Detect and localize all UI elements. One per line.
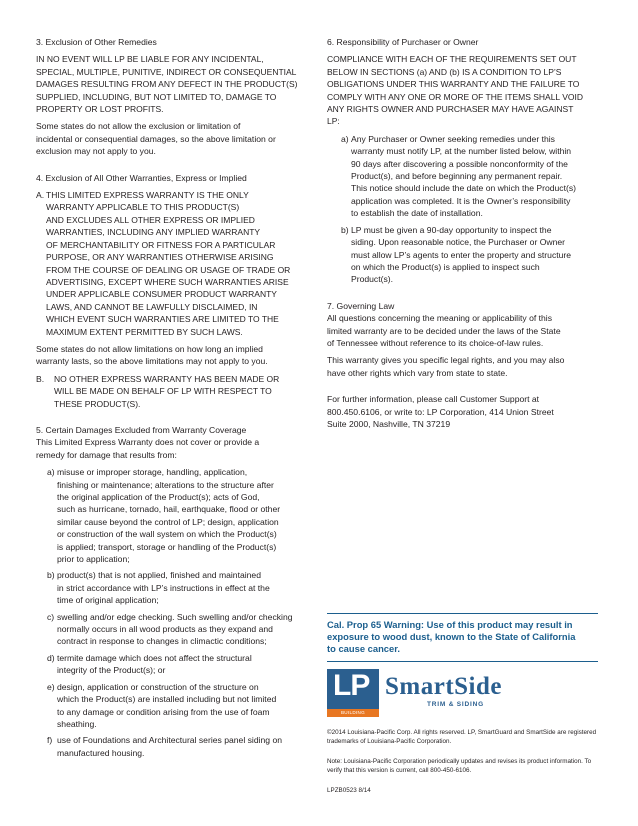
list-item [47, 466, 308, 565]
item-label: b) [47, 570, 55, 581]
text-line: FROM THE COURSE OF DEALING OR USAGE OF TRADE OR [46, 264, 291, 275]
text-line: OBLIGATIONS UNDER THIS WARRANTY AND THE FAILURE TO [327, 79, 580, 90]
section-6-list [327, 133, 602, 286]
text-line: SUPPLIED, INCLUDING, BUT NOT LIMITED TO, DAMAGE TO [36, 91, 277, 102]
section-5-heading: 5. Certain Damages Excluded from Warranty Coverage [36, 424, 247, 435]
section-5-intro [36, 436, 308, 461]
text-line: to any damage or condition arising from the use of foam [57, 706, 270, 717]
text-line: the original application of the Product(s); acts of God, [57, 492, 260, 502]
text-line: such as hurricane, tornado, hail, earthquake, flood or other [57, 504, 281, 515]
item-label: a) [341, 133, 349, 144]
text-line: This Limited Express Warranty does not cover or provide a [36, 437, 260, 448]
list-item [47, 681, 308, 731]
text-line: trademarks of Louisiana-Pacific Corporation. [327, 738, 452, 746]
section-3-heading: 3. Exclusion of Other Remedies [36, 37, 157, 47]
text-line: design, application or construction of the structure on [57, 681, 259, 692]
item-label: a) [47, 467, 55, 478]
text-line: THESE PRODUCT(S). [54, 398, 141, 409]
smartside-brand: SmartSide [385, 673, 502, 700]
text-line: prior to application; [57, 554, 130, 565]
text-line: AND EXCLUDES ALL OTHER EXPRESS OR IMPLIED [46, 214, 255, 225]
lp-logo-block [327, 669, 379, 709]
text-line: ANY RIGHTS OWNER AND PURCHASER MAY HAVE AGAINST [327, 104, 574, 115]
copyright-notice [327, 728, 602, 746]
text-line: Product(s), and before beginning any permanent repair. [351, 171, 563, 182]
text-line: COMPLY WITH ANY ONE OR MORE OF THE ITEMS SHALL VOID [327, 91, 583, 102]
right-column [327, 36, 602, 430]
list-item [341, 224, 602, 286]
text-line: misuse or improper storage, handling, application, [57, 467, 248, 478]
section-4-heading: 4. Exclusion of All Other Warranties, Express or Implied [36, 172, 247, 183]
text-line: LP must be given a 90-day opportunity to inspect the [351, 224, 552, 235]
text-line: WHICH EVENT SUCH WARRANTIES ARE LIMITED TO THE [46, 314, 279, 325]
lp-smartside-logo [327, 669, 598, 723]
item-label: d) [47, 652, 55, 663]
text-line: SPECIAL, MULTIPLE, PUNITIVE, INDIRECT OR CONSEQUENTIAL [36, 66, 297, 77]
text-line: or construction of the wall system on which the Product(s) [57, 529, 277, 540]
text-line: For further information, please call Customer Support at [327, 394, 540, 405]
text-line: similar cause beyond the control of LP; design, application [57, 516, 279, 527]
text-line: in strict accordance with LP’s instructions in effect at the [57, 582, 270, 593]
text-line: verify that this version is current, call 800-450-6106. [327, 767, 472, 775]
text-line: ADVERTISING, EXCEPT WHERE SUCH WARRANTIES ARISE [46, 276, 289, 287]
text-line: time of original application; [57, 595, 159, 606]
section-4-body [36, 343, 308, 368]
text-line: LP: [327, 116, 340, 127]
text-line: termite damage which does not affect the structural [57, 652, 252, 663]
lp-tagline-text: BUILDING PRODUCTS [338, 710, 368, 723]
section-6-heading: 6. Responsibility of Purchaser or Owner [327, 37, 479, 47]
text-line: use of Foundations and Architectural series panel siding on [57, 735, 283, 746]
warning-line: Cal. Prop 65 Warning: Use of this product may result in [327, 619, 573, 630]
section-7-body-2 [327, 354, 602, 379]
text-line: COMPLIANCE WITH EACH OF THE REQUIREMENTS SET OUT [327, 54, 577, 65]
text-line: WILL BE MADE ON BEHALF OF LP WITH RESPECT TO [54, 386, 272, 397]
item-label: f) [47, 735, 53, 746]
section-4-item-a [36, 189, 308, 338]
item-label: B. [36, 373, 45, 384]
text-line: contract in response to changes in climactic conditions; [57, 636, 267, 647]
text-line: Some states do not allow the exclusion or limitation of [36, 121, 241, 132]
text-line: Any Purchaser or Owner seeking remedies under this [351, 133, 555, 144]
text-line: on which the Product(s) is applied to inspect such [351, 261, 540, 272]
left-column [36, 36, 308, 759]
lp-logo-tagline [327, 709, 379, 723]
section-6-caps [327, 53, 602, 127]
text-line: product(s) that is not applied, finished and maintained [57, 570, 261, 581]
contact-info [327, 393, 602, 430]
lp-logo-text: LP [333, 669, 370, 702]
text-line: must allow LP’s agents to enter the property and structure [351, 249, 572, 260]
text-line: UNDER APPLICABLE CONSUMER PRODUCT WARRANTY [46, 289, 277, 300]
text-line: WARRANTY APPLICABLE TO THIS PRODUCT(S) [46, 202, 240, 213]
text-line: limited warranty are to be decided under the laws of the State [327, 325, 561, 336]
text-line: normally occurs in all wood products as they expand and [57, 624, 273, 635]
text-line: warranty must notify LP, at the number listed below, within [351, 146, 572, 157]
text-line: PROPERTY OR LOST PROFITS. [36, 104, 164, 115]
text-line: This warranty gives you specific legal rights, and you may also [327, 355, 565, 366]
list-item [341, 133, 602, 220]
text-line: NO OTHER EXPRESS WARRANTY HAS BEEN MADE OR [54, 373, 280, 384]
text-line: IN NO EVENT WILL LP BE LIABLE FOR ANY INCIDENTAL, [36, 54, 264, 65]
text-line: Product(s). [351, 274, 394, 285]
warning-line: exposure to wood dust, known to the State of California [327, 631, 576, 642]
text-line: This notice should include the date on which the Product(s) [351, 183, 576, 194]
text-line: OF MERCHANTABILITY OR FITNESS FOR A PARTICULAR [46, 239, 276, 250]
text-line: MAXIMUM EXTENT PERMITTED BY SUCH LAWS. [46, 326, 243, 337]
text-line: manufactured housing. [57, 747, 145, 758]
text-line: LAWS, AND CANNOT BE LAWFULLY DISCLAIMED, IN [46, 301, 258, 312]
text-line: to establish the date of installation. [351, 208, 483, 219]
text-line: Some states do not allow limitations on how long an implied [36, 343, 263, 354]
list-item [47, 734, 308, 759]
text-line: 90 days after discovering a possible nonconformity of the [351, 158, 568, 169]
item-label: e) [47, 681, 55, 692]
item-label: b) [341, 224, 349, 235]
text-line: PURPOSE, OR ANY WARRANTIES OTHERWISE ARISING [46, 252, 274, 263]
text-line: Note: Louisiana-Pacific Corporation periodically updates and revises its product information. To [327, 758, 592, 765]
text-line: siding. Upon reasonable notice, the Purchaser or Owner [351, 237, 566, 248]
text-line: swelling and/or edge checking. Such swelling and/or checking [57, 611, 293, 622]
section-4-item-b [36, 373, 308, 410]
warning-line: to cause cancer. [327, 643, 400, 654]
text-line: THIS LIMITED EXPRESS WARRANTY IS THE ONLY [46, 190, 249, 201]
section-3-body [36, 120, 308, 157]
text-line: All questions concerning the meaning or applicability of this [327, 313, 552, 324]
text-line: exclusion may not apply to you. [36, 146, 156, 157]
text-line: of Tennessee without reference to its choice-of-law rules. [327, 337, 544, 348]
text-line: have other rights which vary from state to state. [327, 367, 508, 378]
section-7-heading: 7. Governing Law [327, 300, 395, 311]
section-5-list [36, 466, 308, 759]
text-line: WARRANTIES, INCLUDING ANY IMPLIED WARRANTY [46, 227, 261, 238]
section-7-body-1 [327, 312, 602, 349]
text-line: finishing or maintenance; alterations to the structure after [57, 479, 274, 490]
text-line: incidental or consequential damages, so the above limitation or [36, 133, 276, 144]
text-line: sheathing. [57, 718, 97, 729]
text-line: integrity of the Product(s); or [57, 665, 166, 676]
revision-note [327, 757, 602, 775]
prop-65-warning [327, 613, 598, 662]
item-label: A. [36, 190, 45, 201]
text-line: remedy for damage that results from: [36, 449, 177, 460]
list-item [47, 652, 308, 677]
document-code: LPZB0523 8/14 [327, 787, 371, 794]
text-line: which the Product(s) are installed including but not limited [57, 694, 277, 705]
item-label: c) [47, 611, 55, 622]
smartside-subtitle: TRIM & SIDING [427, 701, 484, 708]
list-item [47, 569, 308, 606]
list-item [47, 611, 308, 648]
text-line: Suite 2000, Nashville, TN 37219 [327, 418, 451, 429]
section-3-caps [36, 53, 308, 115]
text-line: BELOW IN SECTIONS (a) AND (b) IS A CONDITION TO LP’S [327, 66, 562, 77]
text-line: warranty lasts, so the above limitations may not apply to you. [36, 356, 268, 367]
text-line: is applied; transport, storage or handling of the Product(s) [57, 541, 277, 552]
text-line: 800.450.6106, or write to: LP Corporation, 414 Union Street [327, 406, 554, 417]
text-line: application was completed. It is the Owner’s responsibility [351, 195, 571, 206]
text-line: DAMAGES RESULTING FROM ANY DEFECT IN THE PRODUCT(S) [36, 79, 298, 90]
text-line: ©2014 Louisiana-Pacific Corp. All rights reserved. LP, SmartGuard and SmartSide are registered [327, 729, 597, 736]
